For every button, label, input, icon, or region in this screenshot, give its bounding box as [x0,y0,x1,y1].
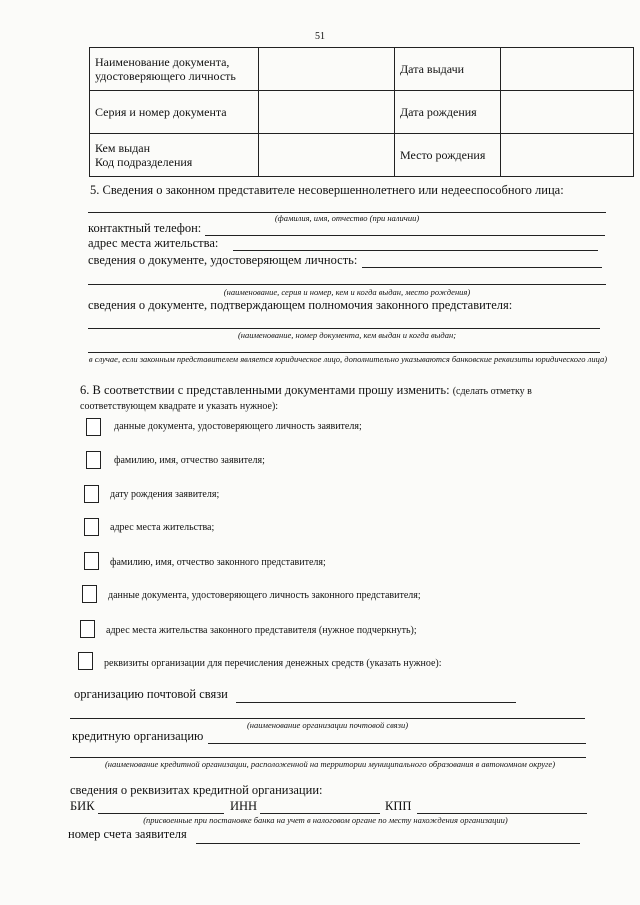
birth-place-value[interactable] [501,134,634,177]
option-checkbox[interactable] [78,652,93,670]
option-checkbox[interactable] [86,418,101,436]
account-line[interactable] [196,843,580,844]
credit-org-line[interactable] [208,743,586,744]
section6-heading [80,383,600,413]
authority-line-2[interactable] [88,352,600,353]
doc-name-value[interactable] [259,48,395,91]
option-label: адрес места жительства законного представителя (нужное подчеркнуть); [106,625,417,636]
postal-line-2[interactable] [70,718,585,719]
postal-caption: (наименование организации почтовой связи) [246,720,409,730]
doc-caption: (наименование, серия и номер, кем и когда выдан, место рождения) [223,287,471,297]
option-checkbox[interactable] [80,620,95,638]
option-checkbox[interactable] [86,451,101,469]
phone-label: контактный телефон: [88,221,202,235]
kpp-line[interactable] [417,813,587,814]
inn-line[interactable] [260,813,380,814]
series-number-value[interactable] [259,91,395,134]
issue-date-label: Дата выдачи [395,48,501,91]
issue-date-value[interactable] [501,48,634,91]
legal-entity-note: в случае, если законным представителем является юридическое лицо, дополнительно указываются банковские реквизиты юридического лица) [88,354,608,364]
postal-label: организацию почтовой связи [74,687,228,701]
series-number-label: Серия и номер документа [90,91,259,134]
option-label: фамилию, имя, отчество законного представителя; [110,557,326,568]
section5-heading: 5. Сведения о законном представителе несовершеннолетнего или недееспособного лица: [90,183,564,197]
option-label: фамилию, имя, отчество заявителя; [114,455,265,466]
address-line[interactable] [233,250,598,251]
account-label: номер счета заявителя [68,827,187,841]
kpp-label: КПП [385,799,412,813]
table-row [90,91,634,134]
doc-info-line-2[interactable] [88,284,606,285]
birth-place-label: Место рождения [395,134,501,177]
section6-heading-note: (сделать отметку в соответствующем квадрате и указать нужное): [80,386,532,412]
assigned-caption: (присвоенные при постановке банка на учет в налоговом органе по месту нахождения организации) [143,815,508,825]
option-label: данные документа, удостоверяющего личность законного представителя; [108,590,421,601]
option-checkbox[interactable] [84,552,99,570]
credit-org-caption: (наименование кредитной организации, расположенной на территории муниципального образования в автономном округе) [104,759,556,769]
phone-line[interactable] [205,235,605,236]
table-row [90,134,634,177]
bank-details-label: сведения о реквизитах кредитной организации: [70,783,323,797]
doc-info-label: сведения о документе, удостоверяющем личность: [88,253,358,267]
document-table [89,47,634,177]
section6-heading-text: 6. В соответствии с представленными документами прошу изменить: [80,383,450,397]
birth-date-label: Дата рождения [395,91,501,134]
inn-label: ИНН [230,799,258,813]
page-number: 51 [315,31,325,42]
postal-line[interactable] [236,702,516,703]
issued-by-value[interactable] [259,134,395,177]
bik-line[interactable] [98,813,224,814]
option-label: реквизиты организации для перечисления денежных средств (указать нужное): [104,658,442,669]
table-row [90,48,634,91]
address-label: адрес места жительства: [88,236,219,250]
credit-org-label: кредитную организацию [72,729,204,743]
bik-label: БИК [70,799,95,813]
doc-name-label: Наименование документа, удостоверяющего личность [90,48,259,91]
option-label: данные документа, удостоверяющего личность заявителя; [114,421,362,432]
authority-caption: (наименование, номер документа, кем выдан и когда выдан; [237,330,457,340]
option-checkbox[interactable] [82,585,97,603]
option-checkbox[interactable] [84,485,99,503]
authority-line[interactable] [88,328,600,329]
birth-date-value[interactable] [501,91,634,134]
option-label: дату рождения заявителя; [110,489,220,500]
issued-by-label: Кем выдан Код подразделения [90,134,259,177]
credit-org-line-2[interactable] [70,757,586,758]
option-checkbox[interactable] [84,518,99,536]
option-label: адрес места жительства; [110,522,215,533]
authority-label: сведения о документе, подтверждающем полномочия законного представителя: [88,298,513,312]
fio-caption: (фамилия, имя, отчество (при наличии) [274,213,420,223]
doc-info-line[interactable] [362,267,602,268]
